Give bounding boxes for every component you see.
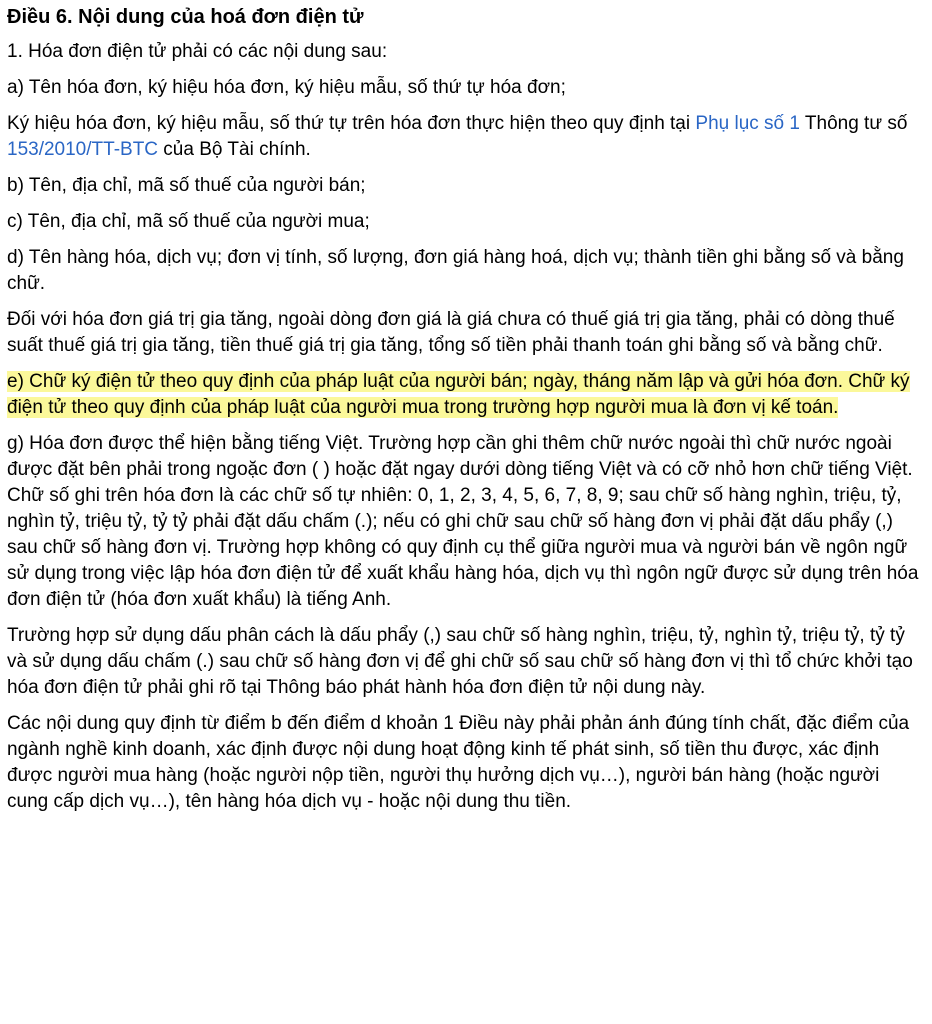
item-a: a) Tên hóa đơn, ký hiệu hóa đơn, ký hiệu mẫu, số thứ tự hóa đơn; [7, 77, 566, 98]
symbol-note [7, 111, 922, 163]
content-note: Các nội dung quy định từ điểm b đến điểm d khoản 1 Điều này phải phản ánh đúng tính chất, đặc điểm của ngành nghề kinh doanh, xác định được nội dung hoạt động kinh tế phát sinh, số tiền thu được, xác định được người mua hàng (hoặc người nộp tiền, người thụ hưởng dịch vụ…), người bán hàng (hoặc người cung cấp dịch vụ…), tên hàng hóa dịch vụ - hoặc nội dung thu tiền. [7, 713, 910, 812]
item-e-highlight: e) Chữ ký điện tử theo quy định của pháp luật của người bán; ngày, tháng năm lập và gửi hóa đơn. Chữ ký điện tử theo quy định của pháp luật của người mua trong trường hợp người mua là đơn vị kế toán. [7, 371, 910, 418]
item-e [7, 369, 922, 421]
article-heading: Điều 6. Nội dung của hoá đơn điện tử [7, 6, 364, 28]
item-b: b) Tên, địa chỉ, mã số thuế của người bán; [7, 175, 366, 196]
appendix-1-link[interactable]: Phụ lục số 1 [695, 113, 800, 134]
vat-note: Đối với hóa đơn giá trị gia tăng, ngoài dòng đơn giá là giá chưa có thuế giá trị gia tăng, phải có dòng thuế suất thuế giá trị gia tăng, tiền thuế giá trị gia tăng, tổng số tiền phải thanh toán ghi bằng số và bằng chữ. [7, 309, 895, 356]
symbol-note-text-end: của Bộ Tài chính. [158, 139, 311, 160]
item-g: g) Hóa đơn được thể hiện bằng tiếng Việt. Trường hợp cần ghi thêm chữ nước ngoài thì chữ nước ngoài được đặt bên phải trong ngoặc đơn ( ) hoặc đặt ngay dưới dòng tiếng Việt và có cỡ nhỏ hơn chữ tiếng Việt. Chữ số ghi trên hóa đơn là các chữ số tự nhiên: 0, 1, 2, 3, 4, 5, 6, 7, 8, 9; sau chữ số hàng nghìn, triệu, tỷ, nghìn tỷ, triệu tỷ, tỷ tỷ phải đặt dấu chấm (.); nếu có ghi chữ sau chữ số hàng đơn vị phải đặt dấu phẩy (,) sau chữ số hàng đơn vị. Trường hợp không có quy định cụ thể giữa người mua và người bán về ngôn ngữ sử dụng trong việc lập hóa đơn điện tử để xuất khẩu hàng hóa, dịch vụ thì ngôn ngữ được sử dụng trên hóa đơn điện tử (hóa đơn xuất khẩu) là tiếng Anh. [7, 433, 919, 610]
symbol-note-text-start: Ký hiệu hóa đơn, ký hiệu mẫu, số thứ tự trên hóa đơn thực hiện theo quy định tại [7, 113, 696, 134]
symbol-note-text-mid: Thông tư số [799, 113, 908, 134]
separator-note: Trường hợp sử dụng dấu phân cách là dấu phẩy (,) sau chữ số hàng nghìn, triệu, tỷ, nghìn tỷ, triệu tỷ, tỷ tỷ và sử dụng dấu chấm (.) sau chữ số hàng đơn vị để ghi chữ số sau chữ số hàng đơn vị thì tổ chức khởi tạo hóa đơn điện tử phải ghi rõ tại Thông báo phát hành hóa đơn điện tử nội dung này. [7, 625, 913, 698]
item-c: c) Tên, địa chỉ, mã số thuế của người mua; [7, 211, 370, 232]
clause-1-intro: 1. Hóa đơn điện tử phải có các nội dung sau: [7, 41, 388, 62]
circular-153-link[interactable]: 153/2010/TT-BTC [7, 139, 159, 160]
item-d: d) Tên hàng hóa, dịch vụ; đơn vị tính, số lượng, đơn giá hàng hoá, dịch vụ; thành tiền ghi bằng số và bằng chữ. [7, 247, 904, 294]
